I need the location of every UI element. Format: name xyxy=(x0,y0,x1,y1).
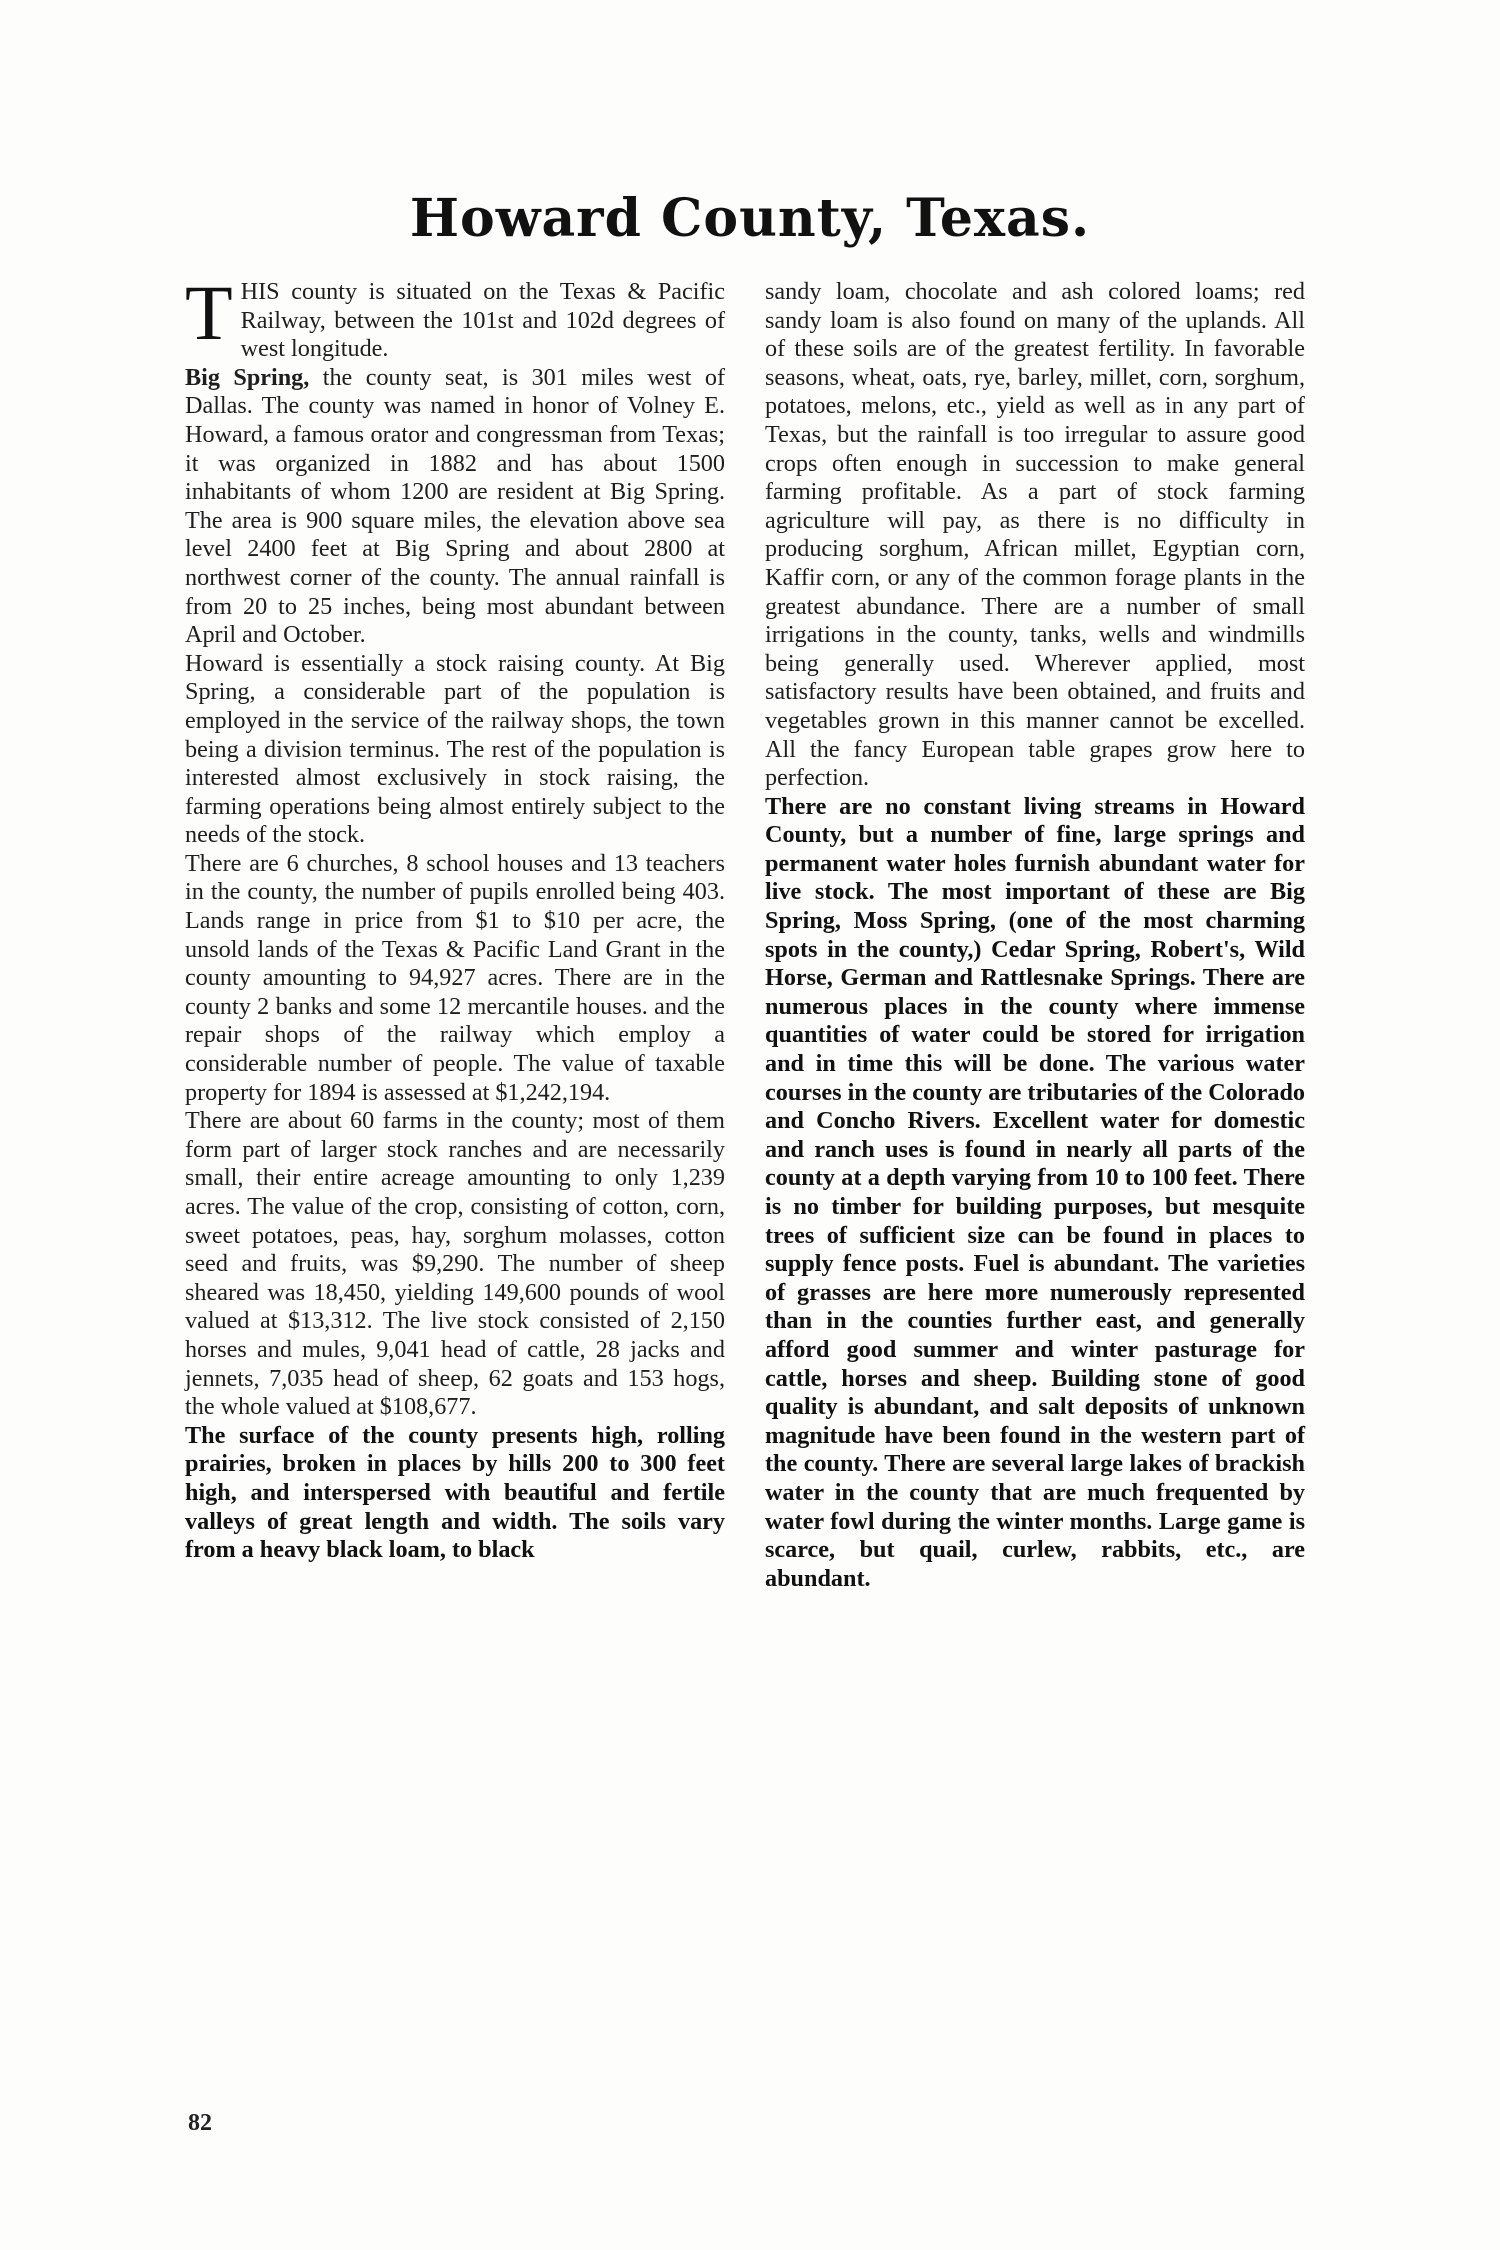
farms-paragraph: There are about 60 farms in the county; most of them form part of larger stock ranches and are necessarily small, their entire acreage amounting to only 1,239 acres. The value of the crop, consisting of cotton, corn, sweet potatoes, peas, hay, sorghum molasses, cotton seed and fruits, was $9,290. The number of sheep sheared was 18,450, yielding 149,600 pounds of wool valued at $13,312. The live stock consisted of 2,150 horses and mules, 9,041 head of cattle, 28 jacks and jennets, 7,035 head of sheep, 62 goats and 153 hogs, the whole valued at $108,677. xyxy=(185,1107,725,1421)
left-column xyxy=(185,269,725,1565)
surface-paragraph: The surface of the county presents high, rolling prairies, broken in places by hills 200 to 300 feet high, and interspersed with beautiful and fertile valleys of great length and width. The soils vary from a heavy black loam, to black xyxy=(185,1421,725,1564)
right-column xyxy=(765,278,1305,1593)
intro-paragraph xyxy=(185,269,725,364)
page-title: Howard County, Texas. xyxy=(409,188,1091,249)
soils-paragraph: sandy loam, chocolate and ash colored loams; red sandy loam is also found on many of the uplands. All of these soils are of the greatest fertility. In favorable seasons, wheat, oats, rye, barley, millet, corn, sorghum, potatoes, melons, etc., yield as well as in any part of Texas, but the rainfall is too irregular to assure good crops often enough in succession to make general farming profitable. As a part of stock farming agriculture will pay, as there is no difficulty in producing sorghum, African millet, Egyptian corn, Kaffir corn, or any of the common forage plants in the greatest abundance. There are a number of small irrigations in the county, tanks, wells and windmills being generally used. Wherever applied, most satisfactory results have been obtained, and fruits and vegetables grown in this manner cannot be excelled. All the fancy European table grapes grow here to perfection. xyxy=(765,278,1305,792)
county-seat-text: the county seat, is 301 miles west of Dallas. The county was named in honor of Volney E. Howard, a famous orator and congressman from Texas; it was organized in 1882 and has about 1500 inhabitants of whom 1200 are resident at Big Spring. The area is 900 square miles, the elevation above sea level 2400 feet at Big Spring and about 2800 at northwest corner of the county. The annual rainfall is from 20 to 25 inches, being most abundant between April and October. xyxy=(185,363,725,649)
stock-raising-paragraph: Howard is essentially a stock raising county. At Big Spring, a considerable part of the population is employed in the service of the railway shops, the town being a division terminus. The rest of the population is interested almost exclusively in stock raising, the farming operations being almost entirely subject to the needs of the stock. xyxy=(185,649,725,849)
schools-lands-paragraph: There are 6 churches, 8 school houses and 13 teachers in the county, the number of pupils enrolled being 403. Lands range in price from $1 to $10 per acre, the unsold lands of the Texas & Pacific Land Grant in the county amounting to 94,927 acres. There are in the county 2 banks and some 12 mercantile houses. and the repair shops of the railway which employ a considerable number of people. The value of taxable property for 1894 is assessed at $1,242,194. xyxy=(185,849,725,1106)
water-paragraph: There are no constant living streams in Howard County, but a number of fine, large springs and permanent water holes furnish abundant water for live stock. The most important of these are Big Spring, Moss Spring, (one of the most charming spots in the county,) Cedar Spring, Robert's, Wild Horse, German and Rattlesnake Springs. There are numerous places in the county where immense quantities of water could be stored for irrigation and in time this will be done. The various water courses in the county are tributaries of the Colorado and Concho Rivers. Excellent water for domestic and ranch uses is found in nearly all parts of the county at a depth varying from 10 to 100 feet. There is no timber for building purposes, but mesquite trees of sufficient size can be found in places to supply fence posts. Fuel is abundant. The varieties of grasses are here more numerously represented than in the counties further east, and generally afford good summer and winter pasturage for cattle, horses and sheep. Building stone of good quality is abundant, and salt deposits of unknown magnitude have been found in the western part of the county. There are several large lakes of brackish water in the county that are much frequented by water fowl during the winter months. Large game is scarce, but quail, curlew, rabbits, etc., are abundant. xyxy=(765,792,1305,1592)
drop-cap: T xyxy=(185,269,233,356)
page-number: 82 xyxy=(188,2110,212,2136)
intro-text: HIS county is situated on the Texas & Pacific Railway, between the 101st and 102d degrees of west longitude. xyxy=(240,278,725,363)
county-seat-name: Big Spring, xyxy=(185,363,310,391)
county-seat-paragraph xyxy=(185,364,725,650)
